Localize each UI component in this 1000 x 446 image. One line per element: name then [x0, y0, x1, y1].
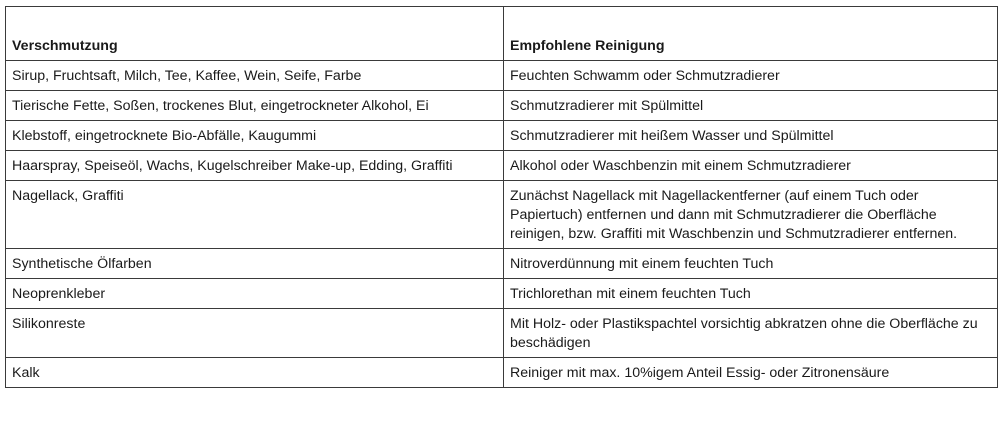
cleaning-cell: Schmutzradierer mit heißem Wasser und Spülmittel: [504, 121, 998, 151]
cleaning-cell: Reiniger mit max. 10%igem Anteil Essig- oder Zitronensäure: [504, 358, 998, 388]
cleaning-cell: Alkohol oder Waschbenzin mit einem Schmutzradierer: [504, 151, 998, 181]
soil-cell: Klebstoff, eingetrocknete Bio-Abfälle, Kaugummi: [6, 121, 504, 151]
soil-cell: Nagellack, Graffiti: [6, 181, 504, 249]
cleaning-cell: Trichlorethan mit einem feuchten Tuch: [504, 279, 998, 309]
header-soil: Verschmutzung: [6, 7, 504, 61]
table-row: [6, 279, 998, 309]
cleaning-cell: Schmutzradierer mit Spülmittel: [504, 91, 998, 121]
table-row: [6, 61, 998, 91]
cleaning-cell: Feuchten Schwamm oder Schmutzradierer: [504, 61, 998, 91]
table-row: [6, 151, 998, 181]
soil-cell: Haarspray, Speiseöl, Wachs, Kugelschreiber Make-up, Edding, Graffiti: [6, 151, 504, 181]
cleaning-table: [5, 6, 998, 388]
table-row: [6, 309, 998, 358]
soil-cell: Neoprenkleber: [6, 279, 504, 309]
table-row: [6, 181, 998, 249]
header-cleaning: Empfohlene Reinigung: [504, 7, 998, 61]
cleaning-cell: Nitroverdünnung mit einem feuchten Tuch: [504, 249, 998, 279]
soil-cell: Synthetische Ölfarben: [6, 249, 504, 279]
cleaning-cell: Zunächst Nagellack mit Nagellackentferner (auf einem Tuch oder Papiertuch) entfernen und dann mit Schmutzradierer die Oberfläche reinigen, bzw. Graffiti mit Waschbenzin und Schmutzradierer entfernen.: [504, 181, 998, 249]
soil-cell: Tierische Fette, Soßen, trockenes Blut, eingetrockneter Alkohol, Ei: [6, 91, 504, 121]
soil-cell: Kalk: [6, 358, 504, 388]
soil-cell: Silikonreste: [6, 309, 504, 358]
table-row: [6, 91, 998, 121]
soil-cell: Sirup, Fruchtsaft, Milch, Tee, Kaffee, Wein, Seife, Farbe: [6, 61, 504, 91]
table-row: [6, 249, 998, 279]
table-row: [6, 358, 998, 388]
cleaning-cell: Mit Holz- oder Plastikspachtel vorsichtig abkratzen ohne die Oberfläche zu beschädigen: [504, 309, 998, 358]
header-row: [6, 7, 998, 61]
table-row: [6, 121, 998, 151]
